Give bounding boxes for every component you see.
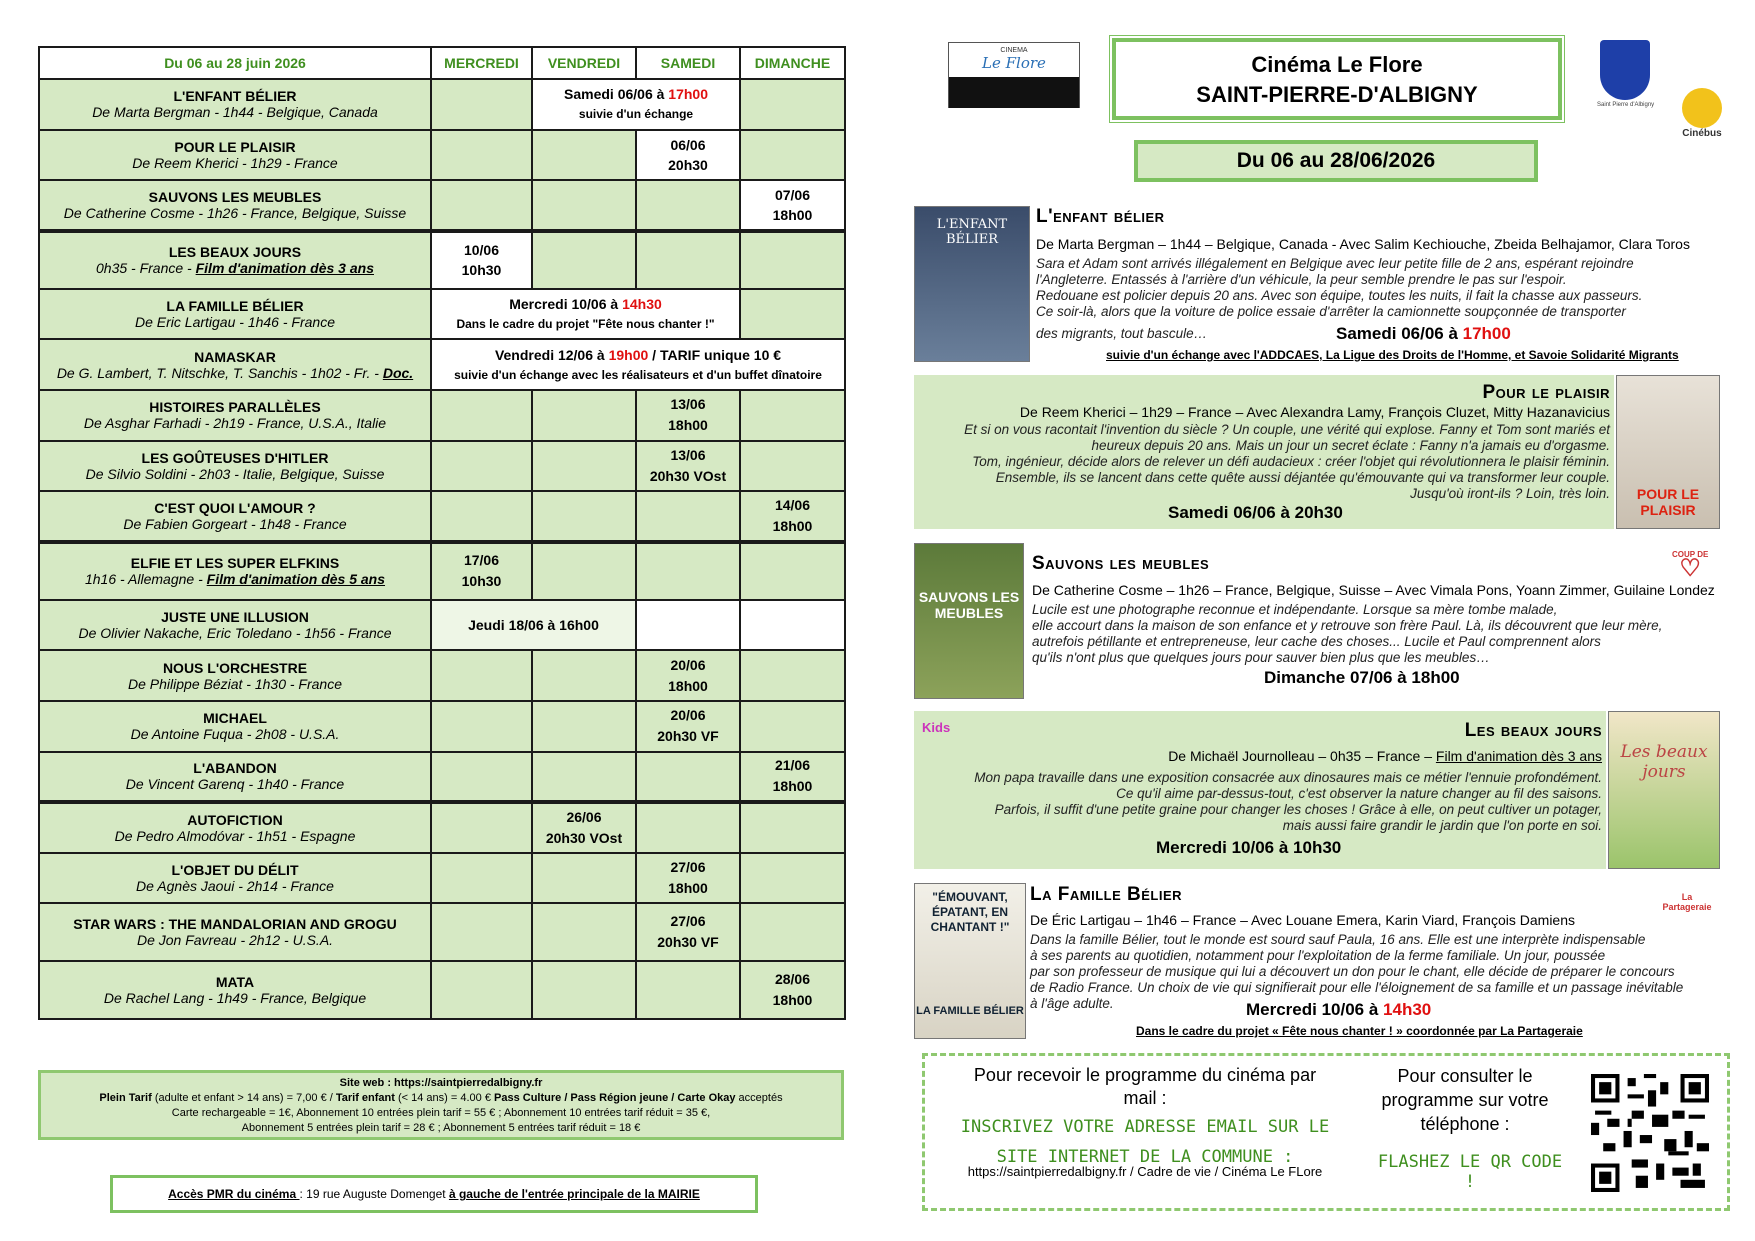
table-row: MATA De Rachel Lang - 1h49 - France, Belgique 28/06 18h00: [39, 961, 845, 1019]
partageraie-logo: La Partageraie: [1662, 892, 1712, 912]
col-dimanche: DIMANCHE: [740, 47, 845, 79]
table-row: LA FAMILLE BÉLIER De Eric Lartigau - 1h46 - France Mercredi 10/06 à 14h30 Dans le cadre du projet "Fête nous chanter !": [39, 289, 845, 340]
crest-caption: Saint Pierre d'Albigny: [1597, 102, 1655, 108]
poster-pour-le-plaisir: POUR LE PLAISIR: [1616, 375, 1720, 529]
col-mercredi: MERCREDI: [431, 47, 532, 79]
town-crest-icon: [1600, 40, 1650, 100]
cinebus-logo: Cinébus: [1678, 88, 1726, 140]
kids-badge: Kids: [922, 720, 951, 735]
table-row: STAR WARS : THE MANDALORIAN AND GROGU De Jon Favreau - 2h12 - U.S.A. 27/06 20h30 VF: [39, 903, 845, 961]
table-row: SAUVONS LES MEUBLES De Catherine Cosme - 1h26 - France, Belgique, Suisse 07/06 18h00: [39, 180, 845, 231]
table-row: ELFIE ET LES SUPER ELFKINS 1h16 - Allemagne - Film d'animation dès 5 ans 17/06 10h30: [39, 542, 845, 600]
film-title: Les beaux jours: [1464, 720, 1602, 741]
table-row: JUSTE UNE ILLUSION De Olivier Nakache, Eric Toledano - 1h56 - France Jeudi 18/06 à 16h00: [39, 600, 845, 651]
synopsis: Lucile est une photographe reconnue et indépendante. Lorsque sa mère tombe malade, elle accourt dans la maison de son enfance et y retrouve son frère Paul. Là, ils découvrent que leur mère, autrefois pétillante et entrepreneuse, leur cache des choses... Lucile et Paul comprennent alors qu'ils n'ont plus que quelques jours pour sauver bien plus que les meubles…: [1032, 602, 1663, 665]
showtime: Samedi 06/06 à 17h00: [1336, 324, 1511, 343]
coup-de-coeur-badge: COUP DE ♡: [1672, 550, 1709, 582]
site-link[interactable]: https://saintpierredalbigny.fr / Cadre de vie / Cinéma Le FLore: [967, 1164, 1323, 1179]
film-title: Sauvons les meubles: [1032, 553, 1210, 574]
table-row: LES BEAUX JOURS 0h35 - France - Film d'animation dès 3 ans 10/06 10h30: [39, 231, 845, 289]
table-row: LES GOÛTEUSES D'HITLER De Silvio Soldini - 2h03 - Italie, Belgique, Suisse 13/06 20h30 VOst: [39, 441, 845, 492]
cinema-title: Cinéma Le Flore SAINT-PIERRE-D'ALBIGNY: [1112, 38, 1562, 120]
showtime: Mercredi 10/06 à 14h30: [1246, 1000, 1432, 1019]
synopsis: Et si on vous racontait l'invention du siècle ? Un couple, une vérité qui explose. Fanny et Tom sont mariés et heureux depuis 20 ans. Mais un jour un secret éclate : Fanny n'a jamais eu d'orgasme. Tom, ingénieur, décide alors de relever un défi audacieux : créer l'objet qui révolutionnera le plaisir féminin. Ensemble, ils se lancent dans cette quête aussi déjantée qu'émouvante qui va transformer leur couple. Jusqu'où iront-ils ? Loin, très loin.: [964, 422, 1610, 501]
accessibility-info: Accès PMR du cinéma : 19 rue Auguste Domenget à gauche de l'entrée principale de la MAIRIE: [110, 1175, 758, 1213]
table-row: L'ENFANT BÉLIER De Marta Bergman - 1h44 - Belgique, Canada Samedi 06/06 à 17h00 suivie d'un échange: [39, 79, 845, 130]
film-title: La Famille Bélier: [1030, 884, 1183, 905]
poster-enfant-belier: L'ENFANT BÉLIER: [914, 206, 1030, 362]
table-row: AUTOFICTION De Pedro Almodóvar - 1h51 - Espagne 26/06 20h30 VOst: [39, 802, 845, 853]
qr-code-icon[interactable]: [1591, 1074, 1709, 1192]
showtime: Dimanche 07/06 à 18h00: [1264, 668, 1460, 687]
synopsis: Sara et Adam sont arrivés illégalement en Belgique avec leur petite fille de 2 ans, espérant rejoindre l'Angleterre. Entassés à l'arrière d'un véhicule, la peur semble prendre le pas sur l'espoir. Redouane est policier depuis 20 ans. Avec son équipe, toutes les nuits, il fait la chasse aux passeurs. Ce soir-là, alors que la voiture de police essaie d'arrêter la camionnette soupçonnée de transporter des migrants, tout bascule…: [1036, 256, 1643, 341]
table-row: L'OBJET DU DÉLIT De Agnès Jaoui - 2h14 - France 27/06 18h00: [39, 853, 845, 904]
schedule-period: Du 06 au 28 juin 2026: [39, 47, 431, 79]
cinema-logo: CINEMA Le Flore: [948, 42, 1080, 108]
film-title: L'enfant bélier: [1036, 206, 1165, 227]
showtime: Samedi 06/06 à 20h30: [1168, 503, 1343, 522]
table-row: C'EST QUOI L'AMOUR ? De Fabien Gorgeart - 1h48 - France 14/06 18h00: [39, 491, 845, 542]
schedule-table: [38, 46, 846, 1020]
poster-sauvons-les-meubles: SAUVONS LES MEUBLES: [914, 543, 1024, 699]
table-row: L'ABANDON De Vincent Garenq - 1h40 - France 21/06 18h00: [39, 752, 845, 803]
table-row: NAMASKAR De G. Lambert, T. Nitschke, T. Sanchis - 1h02 - Fr. - Doc. Vendredi 12/06 à 19h00 / TARIF unique 10 € suivie d'un échange avec les réalisateurs et d'un buffet dînatoire: [39, 339, 845, 390]
slot-enfant-belier: Samedi 06/06 à 17h00 suivie d'un échange: [532, 79, 740, 130]
newsletter-box: Pour recevoir le programme du cinéma par mail : INSCRIVEZ VOTRE ADRESSE EMAIL SUR LE SITE INTERNET DE LA COMMUNE : https://saintpierredalbigny.fr / Cadre de vie / Cinéma Le FLore Pour consulter le programme sur votre téléphone : FLASHEZ LE QR CODE !: [922, 1053, 1730, 1211]
synopsis: Dans la famille Bélier, tout le monde est sourd sauf Paula, 16 ans. Elle est une interprète indispensable à ses parents au quotidien, notamment pour l'exploitation de la ferme familiale. Un jour, poussée par son professeur de musique qui lui a découvert un don pour le chant, elle décide de préparer le concours de Radio France. Un choix de vie qui signifierait pour elle l'éloignement de sa famille et un passage inévitable à l'âge adulte.: [1030, 932, 1684, 1011]
poster-la-famille-belier: "ÉMOUVANT, ÉPATANT, EN CHANTANT !" LA FAMILLE BÉLIER: [914, 883, 1026, 1039]
showtime: Mercredi 10/06 à 10h30: [1156, 838, 1342, 857]
table-row: HISTOIRES PARALLÈLES De Asghar Farhadi - 2h19 - France, U.S.A., Italie 13/06 18h00: [39, 390, 845, 441]
period-banner: Du 06 au 28/06/2026: [1134, 140, 1538, 182]
table-row: POUR LE PLAISIR De Reem Kherici - 1h29 - France 06/06 20h30: [39, 130, 845, 181]
film-title: Pour le plaisir: [1482, 382, 1610, 403]
table-row: MICHAEL De Antoine Fuqua - 2h08 - U.S.A. 20/06 20h30 VF: [39, 701, 845, 752]
poster-les-beaux-jours: Les beaux jours: [1608, 711, 1720, 869]
pricing-info: Site web : https://saintpierredalbigny.fr Plein Tarif (adulte et enfant > 14 ans) = 7,00 € / Tarif enfant (< 14 ans) = 4.00 € Pass Culture / Pass Région jeune / Carte Okay acceptés Carte rechargeable = 1€, Abonnement 10 entrées plein tarif = 55 € ; Abonnement 10 entrées tarif réduit = 35 €, Abonnement 5 entrées plein tarif = 28 € ; Abonnement 5 entrées tarif réduit = 18 €: [38, 1070, 844, 1140]
col-vendredi: VENDREDI: [532, 47, 636, 79]
synopsis: Mon papa travaille dans une exposition consacrée aux dinosaures mais ce métier l'ennuie profondément. Ce qu'il aime par-dessus-tout, c'est observer la nature changer au fil des saisons. Parfois, il suffit d'une petite graine pour changer les choses ! Grâce à elle, on peut cultiver un potager, mais aussi faire grandir le jardin que l'on porte en soi.: [974, 770, 1602, 833]
table-row: NOUS L'ORCHESTRE De Philippe Béziat - 1h30 - France 20/06 18h00: [39, 650, 845, 701]
col-samedi: SAMEDI: [636, 47, 740, 79]
